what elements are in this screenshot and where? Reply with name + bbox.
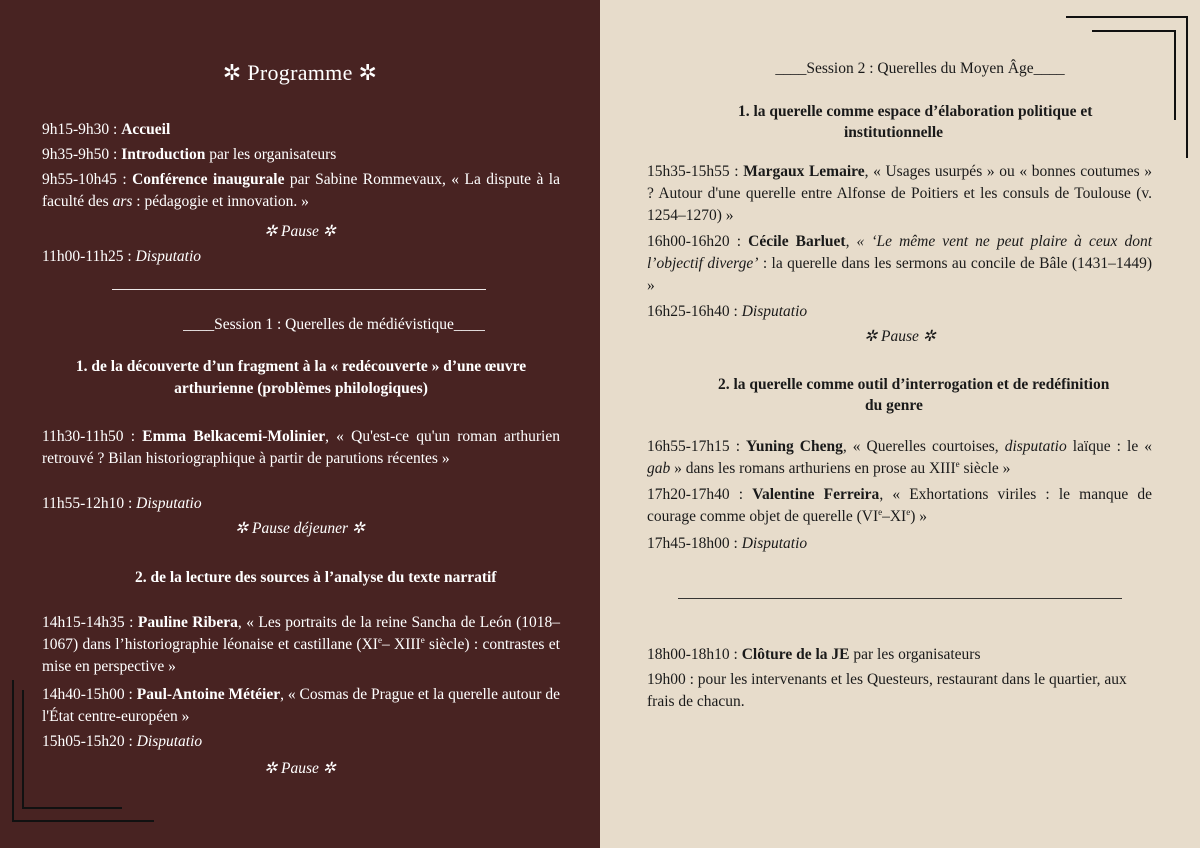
right-panel (600, 0, 1200, 848)
schedule-item-disputatio: 11h00-11h25 : Disputatio (42, 248, 202, 265)
dinner-item: 19h00 : pour les intervenants et les Questeurs, restaurant dans le quartier, aux frais de chacun. (647, 671, 1127, 710)
divider-line (112, 289, 486, 290)
talk-ribera: 14h15-14h35 : Pauline Ribera, « Les portraits de la reine Sancha de León (1018–1067) dans l’historiographie léonaise et castillane (XIe– XIIIe siècle) : contrastes et mise en perspective » (42, 614, 560, 675)
talk-meteier: 14h40-15h00 : Paul-Antoine Météier, « Cosmas de Prague et la querelle autour de l'État centre-européen » (42, 686, 560, 725)
talk-barluet: 16h00-16h20 : Cécile Barluet, « ‘Le même vent ne peut plaire à ceux dont l’objectif diverge’ : la querelle dans les sermons au concile de Bâle (1431–1449) » (647, 233, 1152, 294)
talk-belkacemi: 11h30-11h50 : Emma Belkacemi-Molinier, « Qu'est-ce qu'un roman arthurien retrouvé ? Bilan historiographique à partir de parutions récentes » (42, 428, 560, 467)
section-2-heading-line2: du genre (865, 397, 923, 414)
corner-line-vertical-outer (1186, 16, 1188, 158)
schedule-item-conference: 9h55-10h45 : Conférence inaugurale par Sabine Rommevaux, « La dispute à la faculté des ars : pédagogie et innovation. » (42, 171, 560, 210)
schedule-item-introduction: 9h35-9h50 : Introduction par les organisateurs (42, 146, 337, 163)
pause-label: ✲ Pause ✲ (264, 760, 336, 777)
section-1-heading-line1: 1. la querelle comme espace d’élaboration politique et (738, 103, 1093, 120)
session-2-title: ____Session 2 : Querelles du Moyen Âge____ (775, 60, 1065, 77)
section-1-heading-line2: institutionnelle (844, 124, 944, 141)
corner-line-horizontal-outer (12, 820, 154, 822)
pause-label: ✲ Pause ✲ (264, 223, 336, 240)
corner-line-horizontal-inner (22, 807, 122, 809)
schedule-item-disputatio: 15h05-15h20 : Disputatio (42, 733, 203, 750)
talk-ferreira: 17h20-17h40 : Valentine Ferreira, « Exhortations viriles : le manque de courage comme objet de querelle (VIe–XIe) » (647, 486, 1152, 525)
section-2-heading-line1: 2. la querelle comme outil d’interrogation et de redéfinition (718, 376, 1110, 393)
section-1-heading: 1. de la découverte d’un fragment à la « redécouverte » d’une œuvre arthurienne (problèmes philologiques) (75, 358, 527, 397)
corner-line-vertical-outer (12, 680, 14, 820)
talk-cheng: 16h55-17h15 : Yuning Cheng, « Querelles courtoises, disputatio laïque : le « gab » dans les romans arthuriens en prose au XIIIe siècle » (647, 438, 1152, 477)
talk-lemaire: 15h35-15h55 : Margaux Lemaire, « Usages usurpés » ou « bonnes coutumes » ? Autour d'une querelle entre Alfonse de Poitiers et les consuls de Toulouse (v. 1254–1270) » (647, 163, 1152, 224)
corner-line-horizontal-inner (1092, 30, 1174, 32)
session-1-title: ____Session 1 : Querelles de médiévistique____ (183, 316, 485, 333)
corner-line-horizontal-outer (1066, 16, 1186, 18)
pause-label: ✲ Pause ✲ (864, 328, 936, 345)
closing-item: 18h00-18h10 : Clôture de la JE par les organisateurs (647, 646, 981, 663)
schedule-item-disputatio: 11h55-12h10 : Disputatio (42, 495, 202, 512)
pause-dejeuner-label: ✲ Pause déjeuner ✲ (235, 520, 365, 537)
schedule-item-accueil: 9h15-9h30 : Accueil (42, 121, 171, 138)
corner-line-vertical-inner (22, 690, 24, 808)
divider-line (678, 598, 1122, 599)
schedule-item-disputatio: 17h45-18h00 : Disputatio (647, 535, 808, 552)
schedule-item-disputatio: 16h25-16h40 : Disputatio (647, 303, 808, 320)
section-2-heading: 2. de la lecture des sources à l’analyse du texte narratif (135, 569, 497, 586)
programme-title: ✲ Programme ✲ (222, 60, 378, 85)
